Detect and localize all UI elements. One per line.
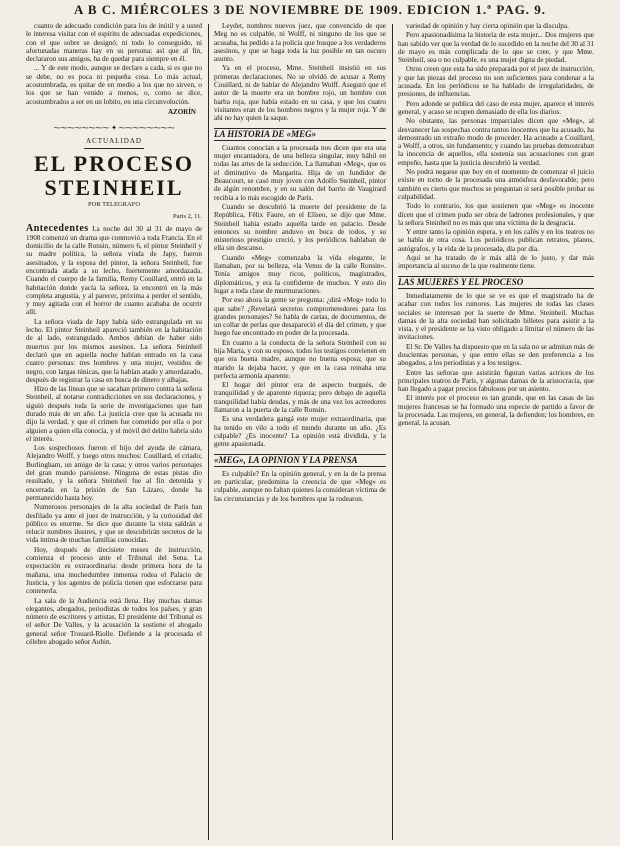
subheading: LA HISTORIA DE «MEG» bbox=[214, 128, 317, 139]
paragraph: En cuanto a la conducta de la señora Steinheil con su hija Marta, y con su esposo, todos los testigos convienen en que era buena madre, aunque no buena esposa; que su marido la dejaba hacer, y que en la casa reinaba una perfecta armonía aparente. bbox=[214, 338, 386, 380]
ornamental-divider: ⁓⁓⁓⁓⁓⁓⁓⁓ ✦ ⁓⁓⁓⁓⁓⁓⁓⁓ bbox=[53, 124, 175, 133]
paragraph: Hizo de las líneas que se sacaban primero contra la señora Steinheil, al notarse contradicciones en sus declaraciones, y siguió después toda la serie de investigaciones que han durado más de un año. La justicia cree que la acusada no dijo la verdad, y que el crimen fue cometido por ella o por alguien a quien ella conocía, y el móvil del delito habría sido el interés. bbox=[26, 385, 202, 443]
paragraph: Entre las señoras que asistirán figuran varias actrices de los principales teatros de París, y algunas damas de la aristocracia, que han llegado a pagar precios fabulosos por un asiento. bbox=[398, 368, 594, 394]
paragraph: Inmediatamente de lo que se ve es que el magistrado ha de acabar con todos los rumores. Las mujeres de todas las clases sociales se interesan por la suerte de Mme. Steinheil. Muchas damas de la alta sociedad han solicitado billetes para asistir a la vista, y el presidente se ha visto obligado a limitar el número de las invitaciones. bbox=[398, 291, 594, 342]
paragraph: El Sr. De Valles ha dispuesto que en la sala no se admitan más de doscientas personas, y que entre ellas se den preferencia a los abogados, a los periodistas y a los testigos. bbox=[398, 342, 594, 368]
paragraph: Cuando se descubrió la muerte del presidente de la República, Félix Faure, en el Elíseo, se dijo que Mme. Steinheil había estado aquella tarde en palacio. Desde entonces su nombre anduvo en boca de todos, y su misterioso prestigio creció, y los periódicos hablaban de ella sin descanso. bbox=[214, 202, 386, 253]
section-lead: Antecedentes bbox=[26, 223, 89, 235]
dateline: Paris 2, 11. bbox=[172, 213, 202, 221]
column-divider bbox=[208, 24, 209, 840]
paragraph: No podrá negarse que hoy en el momento de comenzar el juicio existe en torno de la procesada una atmósfera desfavorable; pero también es cierto que muchos se preguntan si será posible probar su culpabilidad. bbox=[398, 168, 594, 201]
byline: POR TELEGRAFO bbox=[87, 200, 141, 208]
paragraph: La noche del 30 al 31 de mayo de 1908 comenzó un drama que conmovió a toda Francia. En el domicilio de la calle Ronsin, número 6, el pintor Steinheil y su madre política, la señora viuda de Japy, fueron asesinados, y la esposa del pintor, la señora Steinheil, fue encontrada atada a su lecho, fuertemente amordazada. Cuando el cuerpo de la familia, Remy Couillard, entró en la habitación donde yacía la señora, la encontró en la más completa angustia, y al parecer, próxima a perder el sentido, y muy agitada con el horror de cuanto acababa de ocurrir allí. bbox=[26, 225, 202, 317]
paragraph: La sala de la Audiencia está llena. Hay muchas damas elegantes, abogados, periodistas de todos los países, y gran número de escritores y artistas. El presidente del Tribunal es el señor De Valles, y la acusación la sostiene el abogado general señor Trouard-Riolle. Defiende a la procesada el célebre abogado señor Aubin. bbox=[26, 596, 202, 646]
subheading-box bbox=[398, 276, 594, 289]
paragraph: Hoy, después de diecisiete meses de instrucción, comienza el proceso ante el Tribunal del Sena. La expectación es extraordinaria: desde primera hora de la mañana, una muchedumbre inmensa rodea el Palacio de Justicia, y los agentes de policía tienen que esforzarse para contenerla. bbox=[26, 545, 202, 596]
paragraph: No obstante, las personas imparciales dicen que «Meg», al desvanecer las sospechas contra tantos inocentes que ha acusado, ha demostrado un extraño modo de proceder. Ha acusado a Couillard, a Wolff, a otros, sin fundamento; y cuando las pruebas demostraban la inocencia de aquellos, ella sostenía sus acusaciones con gran empeño, hasta que la justicia descubrió la verdad. bbox=[398, 117, 594, 167]
paragraph: La señora viuda de Japy había sido estrangulada en su lecho. El pintor Steinheil apareció también en la habitación de al lado, estrangulado. Ambos debían de haber sido muertos por los mismos asesinos. La señora Steinheil declaró que en aquella noche habían entrado en la casa cuatro personas: tres hombres y una mujer, vestidos de negro, con largas túnicas, que la habían atado y amordazado, después de registrar la casa en busca de dinero y alhajas. bbox=[26, 317, 202, 384]
paragraph: Cuando «Meg» comenzaba la vida elegante, le llamaban, por su belleza, «la Venus de la calle Ronsin». Tenía amigos muy ricos, políticos, magistrados, diplomáticos, y era la confidente de muchos. Y esto dio lugar a toda clase de murmuraciones. bbox=[214, 253, 386, 295]
paragraph: Es una verdadera gangá este mujer extraordinaria, que ha tenido en vilo a todo el mundo durante un año. ¿Es culpable? ¿Es inocente? La opinión está dividida, y la gente apasionada. bbox=[214, 415, 386, 449]
paragraph: variedad de opinión y hay cierta opinión que la disculpa. bbox=[406, 22, 569, 30]
paragraph: El hogar del pintor era de aspecto burgués, de tranquilidad y de aparente riqueza; pero debajo de aquella tranquilidad había deudas, y más de una vez los acreedores llamaron a la puerta de la calle Ronsin. bbox=[214, 381, 386, 415]
paragraph: Por eso ahora la gente se pregunta: ¿dirá «Meg» todo lo que sabe? ¿Revelará secretos comprometedores para los grandes personajes? Se habla de cartas, de documentos, de un collar de perlas que desapareció el día del crimen, y que luego fue encontrado en poder de la procesada. bbox=[214, 296, 386, 338]
column-2 bbox=[214, 22, 386, 840]
column-1 bbox=[26, 22, 202, 840]
author-signature: AZORÍN bbox=[167, 107, 196, 116]
masthead: A B C. MIÉRCOLES 3 DE NOVIEMBRE DE 1909. EDICION 1.ª PAG. 9. bbox=[73, 2, 547, 17]
paragraph: El interés por el proceso es tan grande, que en las casas de las mujeres francesas se ha formado una especie de partido a favor de la procesada. Las mujeres, en general, la defienden; los hombres, en general, la acusan. bbox=[398, 394, 594, 428]
subheading: «MEG», LA OPINION Y LA PRENSA bbox=[214, 454, 358, 465]
paragraph: Todo lo contrario, los que sostienen que «Meg» es inocente dicen que el crimen pudo ser obra de ladrones profesionales, y que la señora Steinheil no es más que una víctima de la desgracia. bbox=[398, 202, 594, 227]
subheading-box bbox=[214, 128, 386, 141]
paragraph: cuanto de adecuado condición para los de inútil y a usted le interesa visitar con el espíritu de adecuadas expediciones, con el que sobre se designó; ni todo lo conseguido, ni afortunadas maneras hay en su persona; así que al fin, declararon sus amigos, ha de quedar para siempre en él. bbox=[26, 22, 202, 64]
subheading-box bbox=[214, 454, 386, 467]
paragraph: Aquí se ha tratado de ir más allá de lo justo, y dar más importancia al suceso de la que realmente tiene. bbox=[398, 254, 594, 271]
column-divider bbox=[392, 24, 393, 840]
section-label: ACTUALIDAD bbox=[86, 136, 142, 145]
paragraph: Es culpable? En la opinión general, y en la de la prensa en particular, predomina la creencia de que «Meg» es culpable, aunque no faltan quienes la consideran víctima de las circunstancias y de los hombres que la rodearon. bbox=[214, 469, 386, 503]
paragraph: Los sospechosos fueron el hijo del ayuda de cámara, Alejandro Wolff, y luego otros muchos: Couillard, el criado; Burlingham, un amigo de la casa; y otros varios personajes del gran mundo parisiense. Ninguna de estas pistas dio resultado, y la señora Steinheil fue al fin detenida y encerrada en la prisión de San Lázaro, donde ha permanecido hasta hoy. bbox=[26, 444, 202, 502]
column-3 bbox=[398, 22, 594, 840]
paragraph: Otros creen que esta ha sido preparada por el juez de instrucción, y que las piezas del proceso no son suficientes para condenar a la acusada. En los periódicos se ha hablado de irregularidades, de presiones, de influencias. bbox=[398, 65, 594, 99]
paragraph: Pero apasionadísima la historia de esta mujer... Dos mujeres que han sabido ver que la verdad de lo sucedido en la noche del 30 al 31 de mayo es más complicada de lo que se cree, y que Mme. Steinheil, sea o no culpable, es una mujer digna de piedad. bbox=[398, 31, 594, 65]
paragraph: Numerosos personajes de la alta sociedad de París han desfilado ya ante el juez de instrucción, y la curiosidad del público es enorme. Se dice que durante la vista saldrán a relucir nombres ilustres, y que se descubrirán secretos de la vida íntima de muchas familias conocidas. bbox=[26, 503, 202, 545]
subheading: LAS MUJERES Y EL PROCESO bbox=[398, 276, 524, 287]
paragraph: Ya en el proceso, Mme. Steinheil insistió en sus primeras declaraciones. No se olvidó de acusar a Remy Couillard, ni de hablar de Alejandro Wolff. Aseguró que el autor de la muerte era un hombre rojo, un hombre con barba roja, que había estado en su casa, y que los cuatro visitantes eran de los hombres negros y la mujer roja. Y de ahí no hay quien la saque. bbox=[214, 64, 386, 123]
paragraph: ... Y de este modo, aunque se declare a cada, si es que no se debe, no es poca ni pequeña cosa. Lo más actual, acostumbrada, es quitar de en medio a los que no sirven, o los que se han venido a menos, o, como se dice, acostumbrados a ser en un lobito, en una circunvolución. bbox=[26, 64, 202, 106]
article-title: EL PROCESO STEINHEIL bbox=[34, 150, 194, 200]
paragraph: Cuantos conocían a la procesada nos dicen que era una mujer encantadora, de una belleza singular, muy hábil en todas las artes de la seducción. La llamaban «Meg», que es el diminutivo de Margarita. Hija de un fundidor de Beaucourt, se casó muy joven con Adolfo Steinheil, pintor de algún renombre, y en su salón del barrio de Vaugirard recibía a lo más escogido de París. bbox=[214, 143, 386, 202]
paragraph: Pero adonde se publica del caso de esta mujer, aparece el interés general, y acaso se ocupen demasiado de ella los diarios. bbox=[398, 99, 594, 116]
divider bbox=[84, 148, 144, 149]
paragraph: Leydet, nombres nuevos juez, que convencido de que Meg no es culpable, ni Wolff, ni ninguno de los que se acusaba, ha pedido a la policía que busque a los verdaderos asesinos, y que se haga toda la luz posible en tan oscuro asunto. bbox=[214, 22, 386, 64]
paragraph: Y entre tanto la opinión espera, y en los cafés y en los teatros no se habla de otra cosa. Los periódicos publican retratos, planos, autógrafos, y la vida de la procesada, día por día. bbox=[398, 228, 594, 253]
